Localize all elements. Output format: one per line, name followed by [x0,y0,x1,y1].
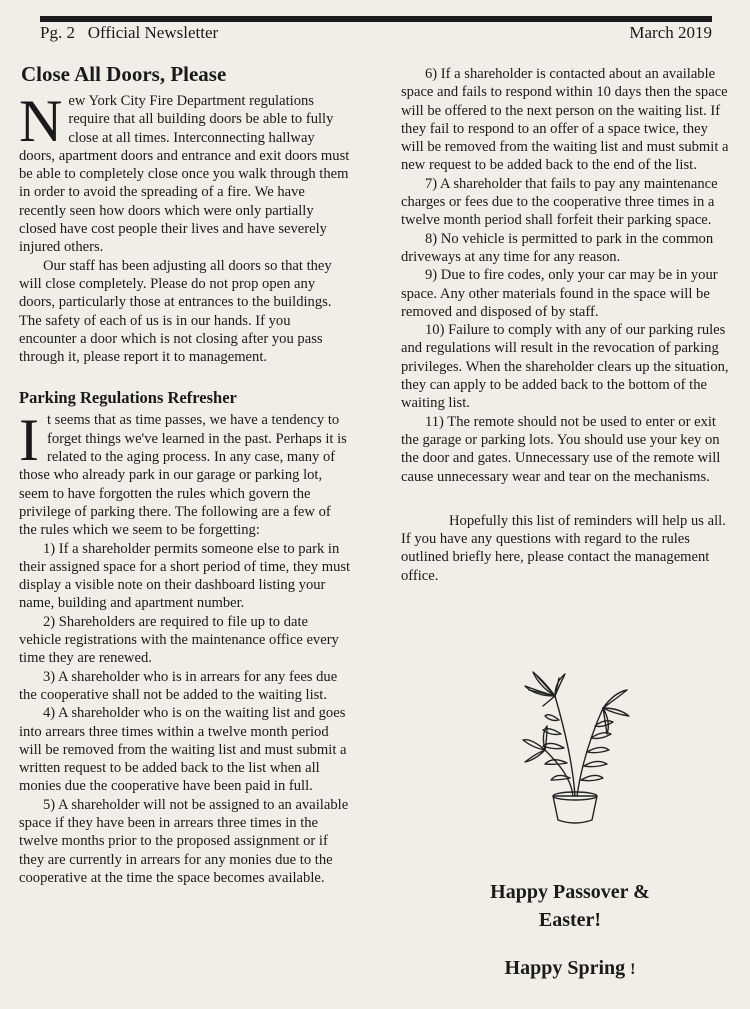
dropcap-n: N [19,88,63,154]
rule-10: 10) Failure to comply with any of our parking rules and regulations will result in the revocation of parking privileges. When the shareholder clears up the situation, they can apply to be added back to the bottom of the waiting list. [401,322,729,412]
rule-1: 1) If a shareholder permits someone else to park in their assigned space for a short period of time, they must display a visible note on their dashboard listing your name, building and apartment number. [19,540,351,612]
page-header-left [40,23,218,43]
closing-paragraph: Hopefully this list of reminders will help us all. If you have any questions with regard to the rules outlined briefly here, please contact the management office. [401,512,726,584]
rule-3: 3) A shareholder who is in arrears for any fees due the cooperative shall not be added to the waiting list. [19,668,338,703]
article-doors-text-1: ew York City Fire Department regulations require that all building doors be able to fully close at all times. Interconnecting hallway doors, apartment doors and entrance and exit doors must be able to completely close once you walk through them in order to avoid the spreading of a fire. We have recently seen how doors which were only partially closed have cost people their lives and have severely injured others. [19,93,350,256]
greeting-exclamation: ! [630,961,636,978]
rule-11: 11) The remote should not be used to enter or exit the garage or parking lots. You should use your key on the door and gates. Unnecessary use of the remote will cause unnecessary wear and tear on the mechanisms. [401,413,721,485]
greeting-line-2: Easter! [538,909,602,931]
holiday-greeting [470,878,670,934]
article-parking-intro [19,407,351,539]
article-title-doors: Close All Doors, Please [21,62,227,86]
spring-greeting [470,954,670,984]
left-column [19,62,351,887]
page-number: Pg. 2 [40,23,75,42]
right-column [401,65,731,585]
rule-4: 4) A shareholder who is on the waiting list and goes into arrears three times within a twelve month period will be removed from the waiting list and must submit a written request to be added back to the list when all monies due the cooperative have been paid in full. [19,705,347,795]
article-doors-paragraph-1 [19,88,351,257]
top-rule [40,16,712,22]
rule-2: 2) Shareholders are required to file up to date vehicle registrations with the maintenance office every time they are renewed. [19,613,339,667]
dropcap-i: I [19,407,39,474]
rule-8: 8) No vehicle is permitted to park in the common driveways at any time for any reason. [401,230,714,265]
rule-5: 5) A shareholder will not be assigned to an available space if they have been in arrears three times in the twelve months prior to the proposed assignment or if they are currently in arrears for any monies due to the cooperative at the time the space becomes available. [19,796,349,886]
article-title-parking: Parking Regulations Refresher [19,388,237,408]
rule-7: 7) A shareholder that fails to pay any maintenance charges or fees due to the cooperative three times in a twelve month period shall forfeit their parking space. [401,175,718,229]
easter-lily-icon [515,668,635,828]
article-parking-intro-text: t seems that as time passes, we have a tendency to forget things we've learned in the past. Perhaps it is related to the aging process. In any case, many of those who already park in our garage or parking lot, seem to have forgotten the rules which govern the privilege of parking there. The following are a few of the rules which we seem to be forgetting: [19,412,347,539]
greeting-line-1: Happy Passover & [490,881,650,903]
issue-date: March 2019 [629,23,712,42]
rule-6: 6) If a shareholder is contacted about an available space and fails to respond within 10 days then the space will be offered to the next person on the waiting list. If they fail to respond to an offer of a space twice, they will be removed from the waiting list and must submit a new request to be added back to the end of the list. [401,66,729,174]
newsletter-name: Official Newsletter [87,23,219,42]
rule-9: 9) Due to fire codes, only your car may be in your space. Any other materials found in the space will be removed and disposed of by staff. [401,267,718,320]
page-header [40,23,712,43]
article-doors-paragraph-2: Our staff has been adjusting all doors so that they will close completely. Please do not prop open any doors, particularly those at entrances to the buildings. The safety of each of us is in our hands. If you encounter a door which is not closing after you pass through it, please report it to management. [19,257,332,366]
greeting-line-3: Happy Spring [504,957,626,979]
